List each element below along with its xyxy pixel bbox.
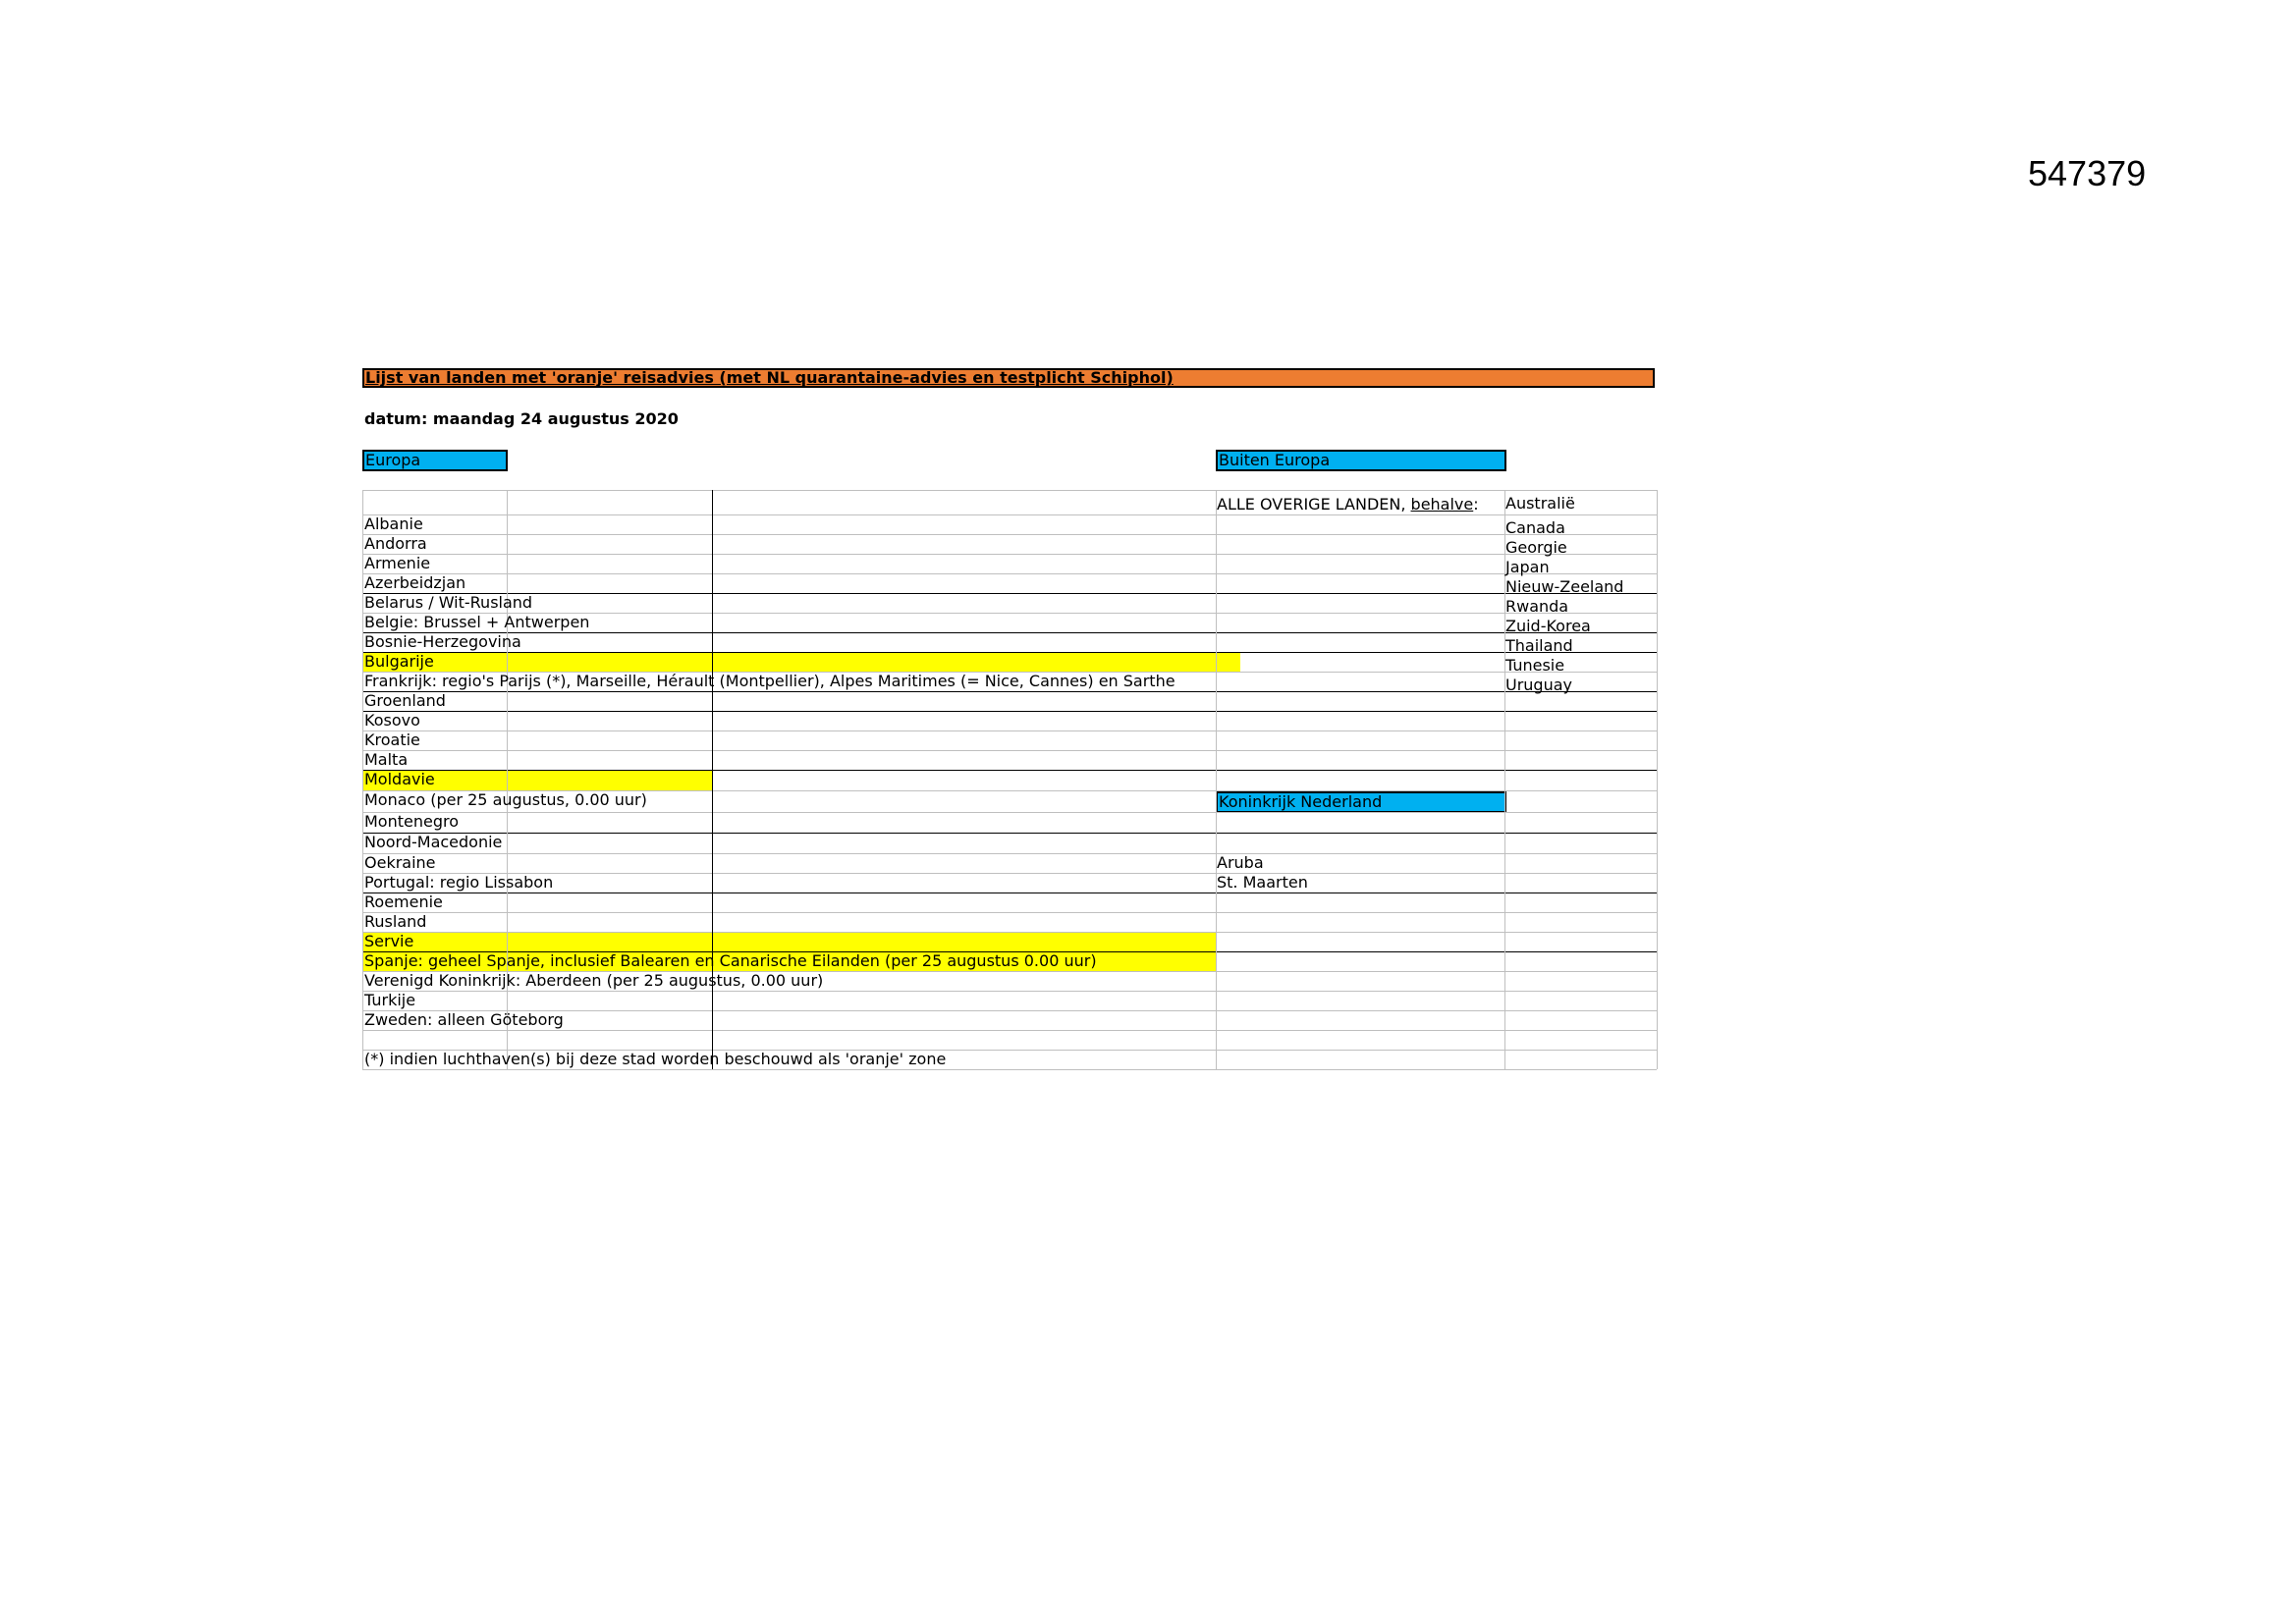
grid-line bbox=[1216, 490, 1217, 1069]
list-item: Bulgarije bbox=[364, 652, 434, 671]
list-item: Aruba bbox=[1217, 853, 1264, 872]
grid-line bbox=[362, 573, 1657, 574]
list-item: Bosnie-Herzegovina bbox=[364, 632, 521, 651]
list-item: Malta bbox=[364, 750, 409, 769]
grid-line bbox=[362, 554, 1657, 555]
list-item: Rwanda bbox=[1505, 597, 1569, 616]
list-item: Japan bbox=[1505, 558, 1550, 576]
list-item: Uruguay bbox=[1505, 676, 1572, 694]
list-item: Kosovo bbox=[364, 711, 420, 730]
list-item: Oekraine bbox=[364, 853, 436, 872]
grid-line bbox=[362, 632, 1657, 633]
document-number: 547379 bbox=[2028, 153, 2147, 193]
list-item: Noord-Macedonie bbox=[364, 833, 503, 851]
list-item: Belarus / Wit-Rusland bbox=[364, 593, 533, 612]
grid-line bbox=[362, 691, 1657, 692]
list-item: Andorra bbox=[364, 534, 427, 553]
list-item: Montenegro bbox=[364, 812, 460, 831]
list-item: Australië bbox=[1505, 494, 1575, 513]
list-item: Albanie bbox=[364, 514, 423, 533]
outside-europe-lead-suffix: : bbox=[1473, 495, 1479, 514]
outside-europe-lead bbox=[1217, 496, 1479, 514]
grid-line bbox=[362, 812, 1657, 813]
list-item: Belgie: Brussel + Antwerpen bbox=[364, 613, 590, 631]
grid-line bbox=[362, 490, 363, 1069]
list-item: Azerbeidzjan bbox=[364, 573, 466, 592]
grid-line bbox=[362, 490, 1657, 491]
list-item: Thailand bbox=[1505, 636, 1573, 655]
grid-line bbox=[362, 730, 1657, 731]
grid-line bbox=[362, 912, 1657, 913]
list-item: Nieuw-Zeeland bbox=[1505, 577, 1624, 596]
row-highlight bbox=[363, 933, 1216, 951]
grid-line bbox=[362, 750, 1657, 751]
grid-line bbox=[362, 534, 1657, 535]
list-item: Canada bbox=[1505, 518, 1565, 537]
section-header-kingdom: Koninkrijk Nederland bbox=[1216, 791, 1506, 813]
title-bar bbox=[362, 368, 1655, 388]
grid-line bbox=[362, 514, 1657, 515]
grid-line bbox=[362, 833, 1657, 834]
list-item: Kroatie bbox=[364, 730, 420, 749]
list-item: Monaco (per 25 augustus, 0.00 uur) bbox=[364, 790, 647, 809]
list-item: Moldavie bbox=[364, 770, 435, 788]
grid-line bbox=[362, 593, 1657, 594]
grid-line bbox=[362, 873, 1657, 874]
list-item: Portugal: regio Lissabon bbox=[364, 873, 554, 892]
grid-line bbox=[362, 652, 1657, 653]
list-item: Turkije bbox=[364, 991, 416, 1009]
row-highlight bbox=[363, 653, 1240, 672]
page-title: Lijst van landen met 'oranje' reisadvies (met NL quarantaine-advies en testplicht Schiphol) bbox=[365, 368, 1174, 387]
list-item: Roemenie bbox=[364, 893, 443, 911]
list-item: Verenigd Koninkrijk: Aberdeen (per 25 augustus, 0.00 uur) bbox=[364, 971, 824, 990]
footnote: (*) indien luchthaven(s) bij deze stad worden beschouwd als 'oranje' zone bbox=[364, 1050, 947, 1068]
list-item: Tunesie bbox=[1505, 656, 1565, 675]
grid-line bbox=[362, 853, 1657, 854]
outside-europe-lead-text: ALLE OVERIGE LANDEN, bbox=[1217, 495, 1411, 514]
section-header-europe: Europa bbox=[362, 450, 508, 471]
grid-line bbox=[362, 991, 1657, 992]
list-item: Servie bbox=[364, 932, 414, 950]
list-item: Georgie bbox=[1505, 538, 1567, 557]
list-item: Zuid-Korea bbox=[1505, 617, 1591, 635]
list-item: Armenie bbox=[364, 554, 431, 572]
grid-line bbox=[362, 711, 1657, 712]
grid-line bbox=[362, 1030, 1657, 1031]
list-item: St. Maarten bbox=[1217, 873, 1308, 892]
grid-line bbox=[362, 1069, 1657, 1070]
grid-line bbox=[362, 932, 1657, 933]
list-item: Spanje: geheel Spanje, inclusief Balearen en Canarische Eilanden (per 25 augustus 0.00 uur) bbox=[364, 951, 1097, 970]
date-line: datum: maandag 24 augustus 2020 bbox=[364, 409, 679, 428]
grid-line bbox=[1657, 490, 1658, 1069]
list-item: Groenland bbox=[364, 691, 446, 710]
section-header-outside-europe: Buiten Europa bbox=[1216, 450, 1506, 471]
grid-line bbox=[362, 770, 1657, 771]
list-item: Frankrijk: regio's Parijs (*), Marseille, Hérault (Montpellier), Alpes Maritimes (= Nice, Cannes) en Sarthe bbox=[364, 672, 1175, 690]
list-item: Zweden: alleen Göteborg bbox=[364, 1010, 564, 1029]
outside-europe-lead-underlined: behalve bbox=[1410, 495, 1474, 514]
list-item: Rusland bbox=[364, 912, 427, 931]
